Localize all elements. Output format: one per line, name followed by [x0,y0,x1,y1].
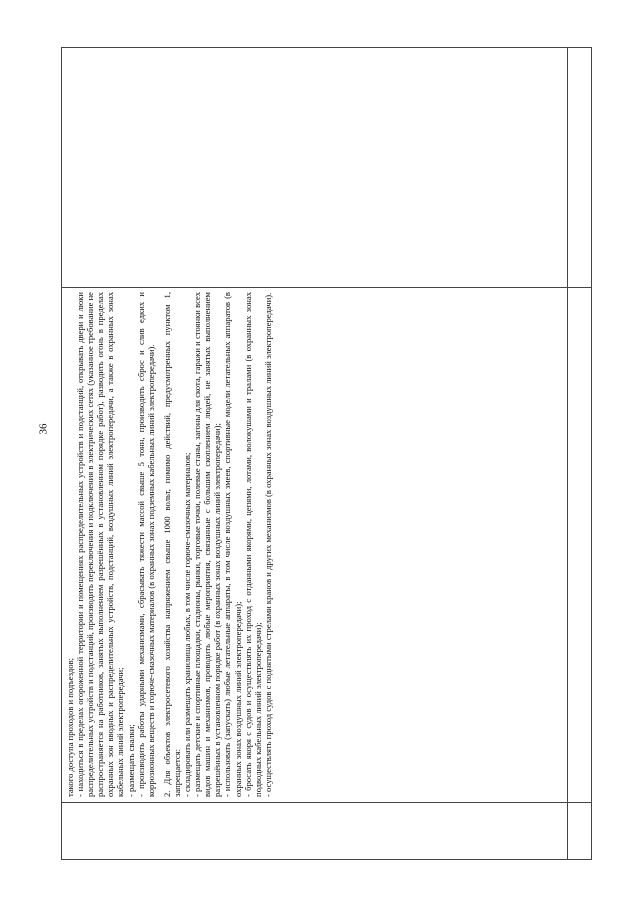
page-number: 36 [37,423,50,435]
text-paragraph: - использовать (запускать) любые летательные аппараты, в том числе воздушных змеев, спортивные модели летательных аппаратов (в охранных зонах воздушных линий электропередачи); [222,292,243,797]
text-paragraph: такого доступа проходов и подъездов; [65,657,75,797]
text-paragraph: - находиться в пределах огороженной территории и помещениях распределительных устройств и подстанций, открывать двери и люки распределительных устройств и подстанций, производить переключения и подключения в электрических сетях (указанное требование не распространяется на работников, занятых выполнением разрешённых в установленном порядке работ), разводить огонь в пределах охранных зон вводных и распределительных устройств, подстанций, воздушных линий электропередачи, а также в охранных зонах кабельных линий электропередачи; [75,292,126,797]
text-paragraph: - осуществлять проход судов с поднятыми стрелами кранов и других механизмов (в охранных зонах воздушных линий электропередачи). [262,292,273,797]
text-paragraph: 2. Для объектов электросетевого хозяйства напряжением свыше 1000 вольт, помимо действий, предусмотренных пунктом 1, запрещается: [161,292,182,797]
text-paragraph: - бросать якоря с судов и осуществлять их проход с отданными якорями, цепями, лотами, волокушами и тралами (в охранных зонах подводных кабельных линий электропередачи); [242,292,263,797]
text-paragraph: - размещать свалки; [125,724,136,797]
main-text-cell [63,288,568,801]
rotated-text-block [63,288,568,801]
text-paragraph: - производить работы ударными механизмами, сбрасывать тяжести массой свыше 5 тонн, производить сброс и слив едких и коррозионных веществ и горюче-смазочных материалов (в охранных зонах подземных кабельных линий электропередачи). [135,292,156,797]
document-table [61,47,592,860]
text-paragraph: - размещать детские и спортивные площадки, стадионы, рынки, торговые точки, полевые станы, загоны для скота, гаражи и стоянки всех видов машин и механизмов, проводить любые мероприятия, связанные с большим скоплением людей, не занятых выполнением разрешённых в установленном порядке работ (в охранных зонах воздушных линий электропередачи); [192,292,223,797]
row-divider-bottom [62,802,591,803]
text-paragraph: - складировать или размещать хранилища любых, в том числе горюче-смазочных материалов; [182,452,193,797]
